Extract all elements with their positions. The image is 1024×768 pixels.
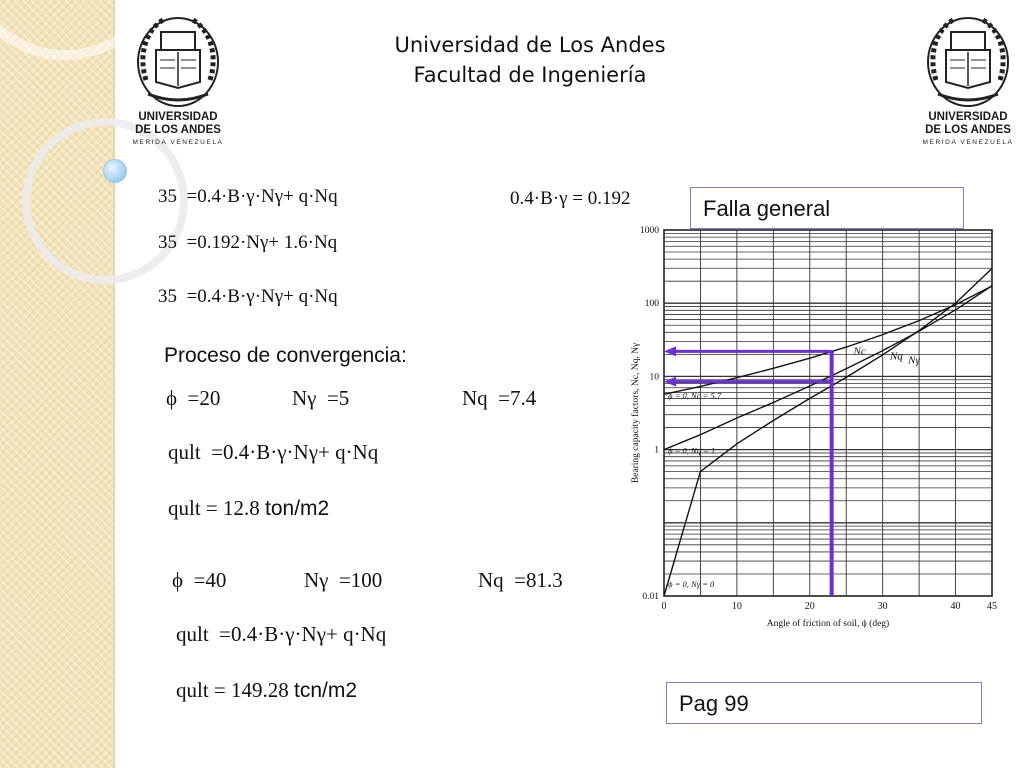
equation-2: 35 =0.192·Nγ+ 1.6·Nq [158,232,338,253]
x-tick-label: 30 [877,601,888,612]
x-tick-label: 45 [987,601,997,612]
iter2-phi: ϕ =40 [172,568,227,592]
iter2-nq: Nq =81.3 [478,568,563,592]
y-tick-label: 10 [649,372,659,383]
slide-header [330,30,730,90]
x-axis-label: Angle of friction of soil, ϕ (deg) [766,619,890,629]
y-tick-label: 1 [654,445,659,456]
chart-ticks [640,226,997,612]
highlight-arrowhead [664,377,676,387]
iter1-ngamma: Nγ =5 [292,386,350,410]
bearing-capacity-chart-svg [626,220,1002,632]
chart-curves [664,269,992,597]
x-tick-label: 10 [731,601,742,612]
header-faculty: Facultad de Ingeniería [413,63,647,87]
curve-name-label: Nq [889,350,903,363]
bearing-capacity-chart [626,220,1002,632]
curve-name-label: Nγ [908,354,920,367]
x-tick-label: 40 [950,601,961,612]
convergence-title: Proceso de convergencia: [164,344,407,367]
y-tick-label: 100 [644,299,659,310]
logo-name-line2: DE LOS ANDES [135,124,221,136]
equation-side: 0.4·B·γ = 0.192 [510,188,631,209]
iter2-qult-result [176,678,357,703]
logo-name-line3: MERIDA VENEZUELA [922,139,1014,146]
y-tick-label: 0.01 [642,592,659,602]
chart-grid [664,230,992,596]
x-tick-label: 0 [661,601,667,612]
iter2-qult-equation: qult =0.4·B·γ·Nγ+ q·Nq [176,622,387,646]
decorative-left-band [0,0,115,768]
university-seal-icon [128,10,228,110]
decorative-bubble [103,159,127,183]
university-logo-left [128,10,228,150]
iter1-qult-result [168,496,329,521]
iter1-qult-value: qult = 12.8 [168,496,260,520]
logo-name-line1: UNIVERSIDAD [138,111,218,123]
curve-name-label: Nc [853,345,866,358]
university-seal-icon [918,10,1018,110]
logo-name-line2: DE LOS ANDES [925,124,1011,136]
falla-general-label: Falla general [690,187,964,229]
iter2-ngamma: Nγ =100 [304,568,383,592]
plot-frame [664,230,992,596]
iter2-qult-unit: tcn/m2 [294,679,358,702]
iter2-qult-value: qult = 149.28 [176,678,289,702]
logo-name-line1: UNIVERSIDAD [928,111,1008,123]
logo-name-line3: MERIDA VENEZUELA [132,139,224,146]
highlight-arrowhead [664,346,676,356]
curve-annotation: ϕ = 0, Nγ = 0 [668,579,715,590]
y-tick-label: 1000 [640,226,659,236]
iter1-qult-equation: qult =0.4·B·γ·Nγ+ q·Nq [168,440,379,464]
page-reference-label: Pag 99 [666,682,982,724]
equation-3: 35 =0.4·B·γ·Nγ+ q·Nq [158,286,338,307]
header-university: Universidad de Los Andes [394,33,666,57]
y-axis-label: Bearing capacity factors, Nc, Nq, Nγ [631,342,641,484]
chart-labels [630,343,921,629]
x-tick-label: 20 [804,601,815,612]
iter1-nq: Nq =7.4 [462,386,537,410]
university-logo-right [918,10,1018,150]
iter1-phi: ϕ =20 [166,386,221,410]
curve-annotation: ϕ = 0, Nc = 5.7 [668,390,722,401]
equation-1: 35 =0.4·B·γ·Nγ+ q·Nq [158,186,338,207]
curve-annotation: ϕ = 0, Nq = 1 [668,445,716,456]
iter1-qult-unit: ton/m2 [265,497,330,520]
